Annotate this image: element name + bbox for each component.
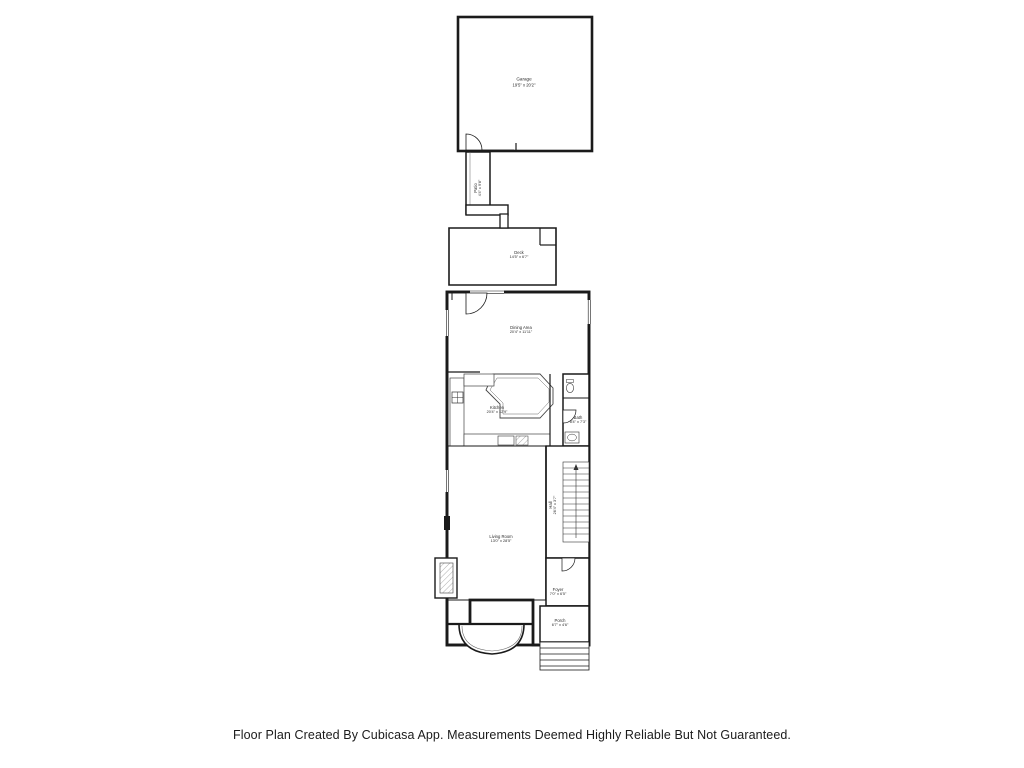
- room-dimension: 14'5" x 6'7": [509, 255, 529, 260]
- porch-area: [540, 606, 589, 670]
- room-dimension: 8'4" x 7'3": [569, 420, 587, 425]
- room-name: Dining Area: [510, 325, 532, 331]
- room-dimension: 13'0" x 28'5": [490, 539, 512, 544]
- kitchen-area: [447, 372, 553, 446]
- room-name: Deck: [514, 250, 524, 256]
- room-dimension: 19'5" x 20'2": [512, 82, 536, 88]
- bath-area: [563, 374, 589, 446]
- room-name: Bath: [573, 415, 583, 421]
- room-name: Hall: [548, 501, 554, 509]
- room-name: Kitchen: [490, 405, 504, 411]
- room-name: Garage: [516, 76, 532, 82]
- garage-structure: [458, 17, 592, 151]
- room-dimension: 20'4" x 12'9": [486, 410, 508, 415]
- room-dimension: 20'4" x 11'11": [509, 330, 533, 335]
- room-dimension: 4'4" x 9'8": [478, 179, 483, 197]
- room-name: Patio: [473, 183, 479, 193]
- room-name: Living Room: [489, 534, 513, 540]
- room-dimension: 26'4" x 3'7": [553, 495, 558, 515]
- foyer-area: [546, 558, 589, 606]
- room-dimension: 7'0" x 6'5": [549, 592, 567, 597]
- plan-caption: Floor Plan Created By Cubicasa App. Measurements Deemed Highly Reliable But Not Guaranteed.: [233, 728, 791, 742]
- room-dimension: 6'7" x 4'6": [551, 623, 569, 628]
- room-name: Porch: [554, 618, 566, 624]
- room-name: Foyer: [552, 587, 564, 593]
